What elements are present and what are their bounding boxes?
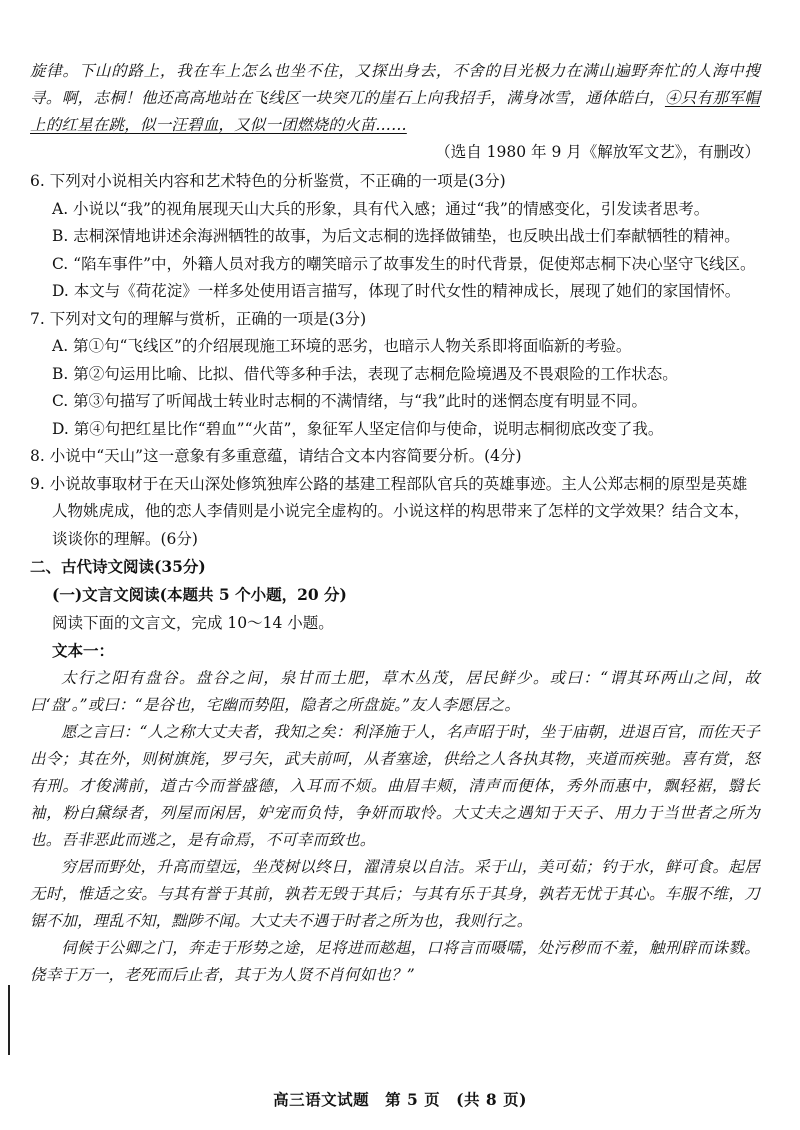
question-9-stem: 9. 小说故事取材于在天山深处修筑独库公路的基建工程部队官兵的英雄事迹。主人公郑志桐的原型是英雄人物姚虎成，他的恋人李倩则是小说完全虚构的。小说这样的构思带来了怎样的文学效果？结合文本，谈谈你的理解。(6分): [30, 474, 750, 548]
passage-ending: [30, 58, 760, 139]
section-2-subtitle: (一)文言文阅读(本题共 5 个小题，20 分): [52, 585, 347, 604]
text-one-label: 文本一：: [52, 641, 115, 660]
classical-paragraph-3: 穷居而野处，升高而望远，坐茂树以终日，濯清泉以自洁。采于山，美可茹；钓于水，鲜可食。起居无时，惟适之安。与其有誉于其前，孰若无毁于其后；与其有乐于其身，孰若无忧于其心。车服不维，刀锯不加，理乱不知，黜陟不闻。大丈夫不遇于时者之所为也，我则行之。: [30, 858, 760, 930]
question-6-stem: 6. 下列对小说相关内容和艺术特色的分析鉴赏，不正确的一项是(3分): [30, 172, 506, 190]
question-7-option-d: D. 第④句把红星比作“碧血”“火苗”，象征军人坚定信仰与使命，说明志桐彻底改变了我。: [52, 419, 664, 438]
question-7-stem: 7. 下列对文句的理解与赏析，正确的一项是(3分): [30, 309, 367, 328]
question-7-option-b: B. 第②句运用比喻、比拟、借代等多种手法，表现了志桐危险境遇及不畏艰险的工作状态。: [52, 364, 678, 383]
question-6-option-a: A. 小说以“我”的视角展现天山大兵的形象，具有代入感；通过“我”的情感变化，引发读者思考。: [52, 199, 710, 218]
question-6-option-d: D. 本文与《荷花淀》一样多处使用语言描写，体现了时代女性的精神成长，展现了她们的家国情怀。: [52, 282, 741, 300]
page-footer: 高三语文试题 第 5 页 (共 8 页): [273, 1090, 527, 1109]
passage-source: （选自 1980 年 9 月《解放军文艺》，有删改）: [435, 143, 760, 161]
classical-paragraph-4: 伺候于公卿之门，奔走于形势之途，足将进而趑趄，口将言而嗫嚅，处污秽而不羞，触刑辟而诛戮。侥幸于万一，老死而后止者，其于为人贤不肖何如也？”: [30, 939, 760, 984]
binding-margin-line: [8, 985, 10, 1055]
question-7-option-c: C. 第③句描写了听闻战士转业时志桐的不满情绪，与“我”此时的迷惘态度有明显不同。: [52, 392, 648, 410]
question-8-stem: 8. 小说中“天山”这一意象有多重意蕴，请结合文本内容简要分析。(4分): [30, 447, 522, 465]
section-2-instruction: 阅读下面的文言文，完成 10～14 小题。: [52, 614, 334, 632]
passage-line: 旋律。下山的路上，我在车上怎么也坐不住，又探出身去，不舍的目光极力在满山遍野奔忙的人海中搜寻。啊，志桐！他还高高地站在飞线区一块突兀的崖石上向我招手，满身冰雪，通体皓白，: [30, 62, 760, 107]
question-7-option-a: A. 第①句“飞线区”的介绍展现施工环境的恶劣，也暗示人物关系即将面临新的考验。: [52, 337, 632, 355]
question-6-option-c: C. “陷车事件”中，外籍人员对我方的嘲笑暗示了故事发生的时代背景，促使郑志桐下决心坚守飞线区。: [52, 254, 756, 273]
classical-paragraph-1: 太行之阳有盘谷。盘谷之间，泉甘而土肥，草木丛茂，居民鲜少。或曰：“谓其环两山之间，故曰‘盘’。”或曰：“是谷也，宅幽而势阻，隐者之所盘旋。”友人李愿居之。: [30, 669, 760, 714]
underlined-sentence-4: ④只有那军帽上的红星在跳，似一汪碧血，又似一团燃烧的火苗……: [30, 89, 760, 134]
classical-paragraph-2: 愿之言曰：“人之称大丈夫者，我知之矣：利泽施于人，名声昭于时，坐于庙朝，进退百官，而佐天子出令；其在外，则树旗旄，罗弓矢，武夫前呵，从者塞途，供给之人各执其物，夹道而疾驰。喜有赏，怒有刑。才俊满前，道古今而誉盛德，入耳而不烦。曲眉丰颊，清声而便体，秀外而惠中，飘轻裾，翳长袖，粉白黛绿者，列屋而闲居，妒宠而负恃，争妍而取怜。大丈夫之遇知于天子、用力于当世者之所为也。吾非恶此而逃之，是有命焉，不可幸而致也。: [30, 723, 760, 849]
question-6-option-b: B. 志桐深情地讲述余海洲牺牲的故事，为后文志桐的选择做铺垫，也反映出战士们奉献牺牲的精神。: [52, 227, 740, 245]
section-2-title: 二、古代诗文阅读(35分): [30, 557, 206, 576]
